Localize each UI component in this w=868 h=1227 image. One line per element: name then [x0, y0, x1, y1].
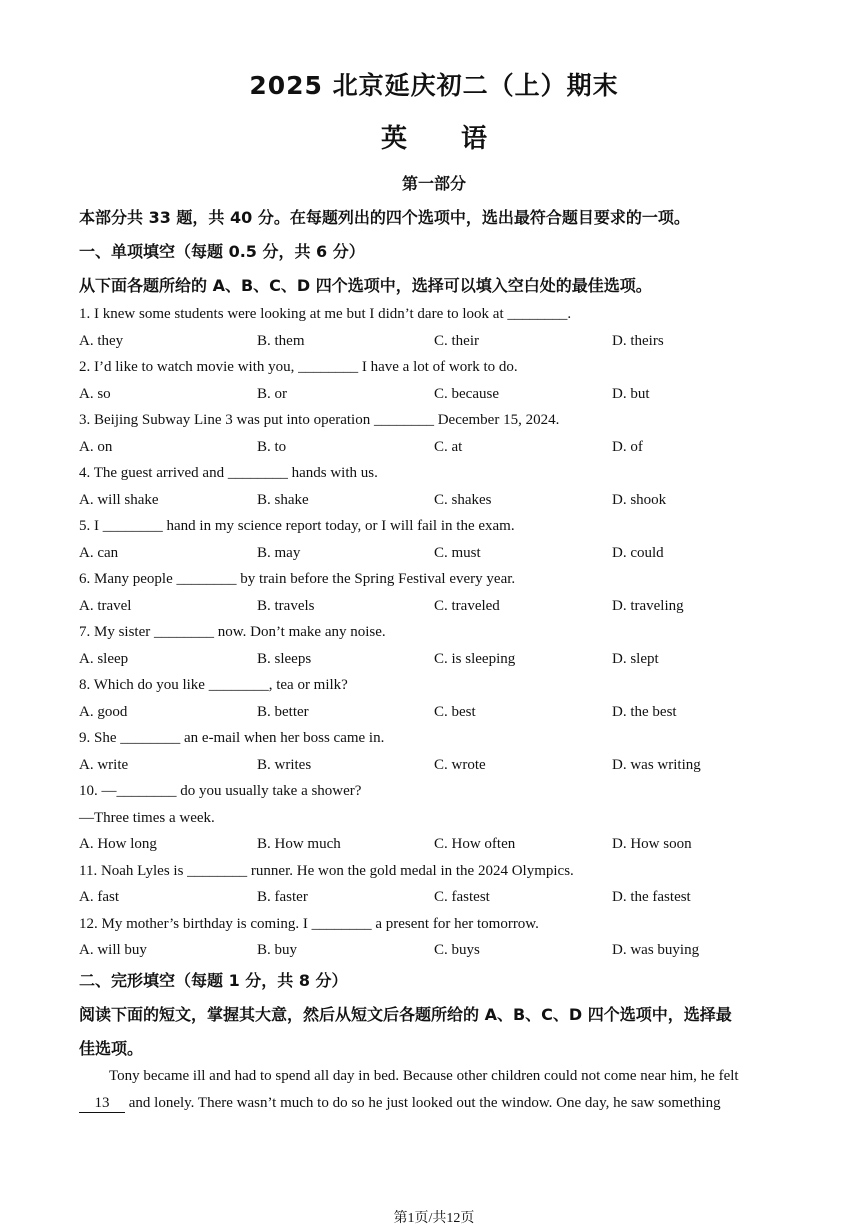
part-heading: 第一部分 — [401, 174, 466, 193]
option-c: C. buys — [434, 942, 480, 958]
question-stem: 10. —________ do you usually take a shower? — [79, 783, 362, 799]
question-stem: 11. Noah Lyles is ________ runner. He won the gold medal in the 2024 Olympics. — [79, 862, 574, 879]
option-a: A. sleep — [79, 650, 129, 667]
option-c: C. best — [434, 703, 476, 720]
option-c: C. traveled — [434, 597, 500, 614]
question-stem: 5. I ________ hand in my science report today, or I will fail in the exam. — [79, 518, 515, 534]
option-a: A. can — [79, 544, 119, 561]
option-a: A. they — [79, 332, 124, 349]
page-title: 2025 北京延庆初二（上）期末 — [249, 71, 619, 100]
question-reply: —Three times a week. — [79, 809, 215, 826]
option-a: A. on — [79, 438, 113, 455]
passage-line-2-text: and lonely. There wasn’t much to do so he just looked out the window. One day, he saw something — [125, 1095, 721, 1111]
question-stem: 1. I knew some students were looking at me but I didn’t dare to look at ________. — [79, 306, 572, 322]
option-a: A. good — [79, 703, 128, 720]
passage-line-2 — [79, 1095, 779, 1113]
section2-instruction-line2: 佳选项。 — [79, 1039, 144, 1058]
option-b: B. sleeps — [257, 650, 312, 667]
option-c: C. their — [434, 332, 479, 349]
subject-heading: 英语 — [380, 124, 541, 154]
option-c: C. wrote — [434, 756, 486, 773]
option-a: A. fast — [79, 889, 119, 905]
option-b: B. to — [257, 438, 287, 455]
question-stem: 9. She ________ an e-mail when her boss came in. — [79, 730, 385, 746]
question-stem: 12. My mother’s birthday is coming. I ________ a present for her tomorrow. — [79, 915, 539, 932]
section1-instruction: 从下面各题所给的 A、B、C、D 四个选项中，选择可以填入空白处的最佳选项。 — [79, 276, 652, 295]
section1-heading: 一、单项填空（每题 0.5 分，共 6 分） — [79, 242, 365, 261]
option-c: C. must — [434, 544, 481, 561]
option-c: C. at — [434, 438, 463, 455]
option-b: B. may — [257, 544, 301, 561]
question-stem: 7. My sister ________ now. Don’t make any noise. — [79, 624, 386, 640]
option-d: D. could — [612, 544, 664, 561]
option-d: D. was writing — [612, 756, 701, 773]
question-stem: 6. Many people ________ by train before the Spring Festival every year. — [79, 571, 516, 587]
question-stem: 2. I’d like to watch movie with you, ________ I have a lot of work to do. — [79, 359, 518, 375]
blank-13: 13 — [79, 1095, 125, 1113]
option-d: D. but — [612, 385, 650, 402]
option-b: B. travels — [257, 597, 315, 614]
page-footer: 第1页/共12页 — [393, 1211, 475, 1226]
option-a: A. so — [79, 385, 111, 402]
section2-instruction-line1: 阅读下面的短文，掌握其大意，然后从短文后各题所给的 A、B、C、D 四个选项中，选择最 — [79, 1005, 732, 1024]
option-d: D. How soon — [612, 836, 692, 852]
option-d: D. the best — [612, 703, 677, 720]
option-b: B. How much — [257, 836, 341, 852]
option-d: D. was buying — [612, 942, 700, 958]
option-c: C. How often — [434, 836, 516, 852]
question-stem: 4. The guest arrived and ________ hands with us. — [79, 465, 378, 481]
option-c: C. because — [434, 385, 499, 402]
question-stem: 8. Which do you like ________, tea or milk? — [79, 677, 348, 693]
option-b: B. them — [257, 332, 305, 349]
option-a: A. write — [79, 756, 129, 773]
option-b: B. shake — [257, 491, 309, 508]
section2-heading: 二、完形填空（每题 1 分，共 8 分） — [79, 971, 348, 990]
option-a: A. will shake — [79, 491, 159, 508]
question-stem: 3. Beijing Subway Line 3 was put into operation ________ December 15, 2024. — [79, 412, 560, 428]
option-c: C. shakes — [434, 491, 492, 508]
option-b: B. or — [257, 385, 287, 402]
part-intro: 本部分共 33 题，共 40 分。在每题列出的四个选项中，选出最符合题目要求的一项。 — [79, 208, 690, 227]
option-c: C. is sleeping — [434, 650, 516, 667]
option-c: C. fastest — [434, 889, 490, 905]
option-d: D. shook — [612, 491, 667, 508]
option-d: D. of — [612, 438, 643, 455]
option-b: B. better — [257, 703, 309, 720]
option-b: B. buy — [257, 942, 298, 958]
option-b: B. faster — [257, 889, 308, 905]
option-a: A. will buy — [79, 942, 147, 958]
option-a: A. travel — [79, 597, 132, 614]
option-d: D. traveling — [612, 597, 684, 614]
passage-line-1: Tony became ill and had to spend all day in bed. Because other children could not come near him, he felt — [109, 1068, 739, 1084]
option-d: D. slept — [612, 650, 659, 667]
option-b: B. writes — [257, 756, 312, 773]
option-d: D. theirs — [612, 332, 664, 349]
option-d: D. the fastest — [612, 889, 691, 905]
option-a: A. How long — [79, 836, 157, 852]
